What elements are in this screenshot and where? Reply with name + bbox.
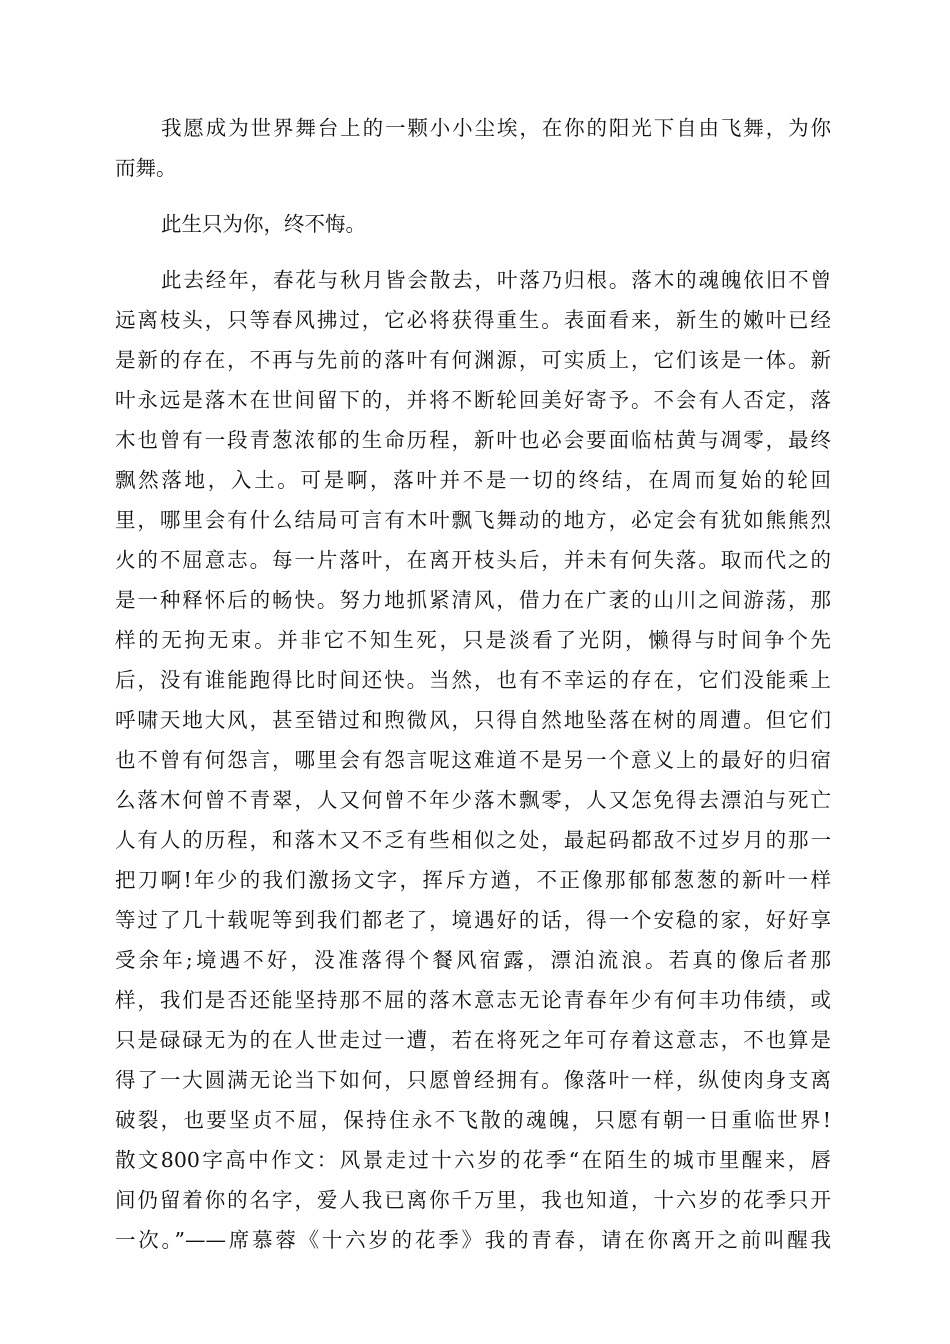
text-line: 我愿成为世界舞台上的一颗小小尘埃，在你的阳光下自由飞舞，为你 — [161, 116, 831, 140]
text-line: 受余年;境遇不好，没准落得个餐风宿露，漂泊流浪。若真的像后者那 — [115, 948, 831, 972]
text-line: 远离枝头，只等春风拂过，它必将获得重生。表面看来，新生的嫩叶已经 — [115, 308, 831, 332]
paragraph-1 — [115, 108, 831, 188]
text-line: 是一种释怀后的畅快。努力地抓紧清风，借力在广袤的山川之间游荡，那 — [115, 588, 831, 612]
text-line: 么落木何曾不青翠，人又何曾不年少落木飘零，人又怎免得去漂泊与死亡 — [115, 788, 831, 812]
text-line: 飘然落地，入土。可是啊，落叶并不是一切的终结，在周而复始的轮回 — [115, 468, 831, 492]
text-line: 散文800字高中作文：风景走过十六岁的花季“在陌生的城市里醒来，唇 — [115, 1148, 831, 1172]
text-line: 里，哪里会有什么结局可言有木叶飘飞舞动的地方，必定会有犹如熊熊烈 — [115, 508, 831, 532]
text-line: 后，没有谁能跑得比时间还快。当然，也有不幸运的存在，它们没能乘上 — [115, 668, 831, 692]
text-line: 间仍留着你的名字，爱人我已离你千万里，我也知道，十六岁的花季只开 — [115, 1188, 831, 1212]
text-line: 木也曾有一段青葱浓郁的生命历程，新叶也必会要面临枯黄与凋零，最终 — [115, 428, 831, 452]
text-line: 呼啸天地大风，甚至错过和煦微风，只得自然地坠落在树的周遭。但它们 — [115, 708, 831, 732]
text-line: 样，我们是否还能坚持那不屈的落木意志无论青春年少有何丰功伟绩，或 — [115, 988, 831, 1012]
text-line: 此去经年，春花与秋月皆会散去，叶落乃归根。落木的魂魄依旧不曾 — [161, 268, 831, 292]
text-line: 得了一大圆满无论当下如何，只愿曾经拥有。像落叶一样，纵使肉身支离 — [115, 1068, 831, 1092]
text-line: 叶永远是落木在世间留下的，并将不断轮回美好寄予。不会有人否定，落 — [115, 388, 831, 412]
text-line: 而舞。 — [115, 156, 177, 180]
text-line: 是新的存在，不再与先前的落叶有何渊源，可实质上，它们该是一体。新 — [115, 348, 831, 372]
text-line: 样的无拘无束。并非它不知生死，只是淡看了光阴，懒得与时间争个先 — [115, 628, 831, 652]
text-line: 等过了几十载呢等到我们都老了，境遇好的话，得一个安稳的家，好好享 — [115, 908, 831, 932]
text-line: 也不曾有何怨言，哪里会有怨言呢这难道不是另一个意义上的最好的归宿 — [115, 748, 831, 772]
text-line: 只是碌碌无为的在人世走过一遭，若在将死之年可存着这意志，不也算是 — [115, 1028, 831, 1052]
text-line: 火的不屈意志。每一片落叶，在离开枝头后，并未有何失落。取而代之的 — [115, 548, 831, 572]
text-line: 一次。”——席慕蓉《十六岁的花季》我的青春，请在你离开之前叫醒我 — [115, 1228, 831, 1252]
text-line: 人有人的历程，和落木又不乏有些相似之处，最起码都敌不过岁月的那一 — [115, 828, 831, 852]
text-line: 此生只为你，终不悔。 — [161, 212, 366, 236]
text-line: 把刀啊!年少的我们激扬文字，挥斥方遒，不正像那郁郁葱葱的新叶一样 — [115, 868, 831, 892]
document-body — [115, 108, 831, 1260]
paragraph-3 — [115, 260, 831, 1260]
text-line: 破裂，也要坚贞不屈，保持住永不飞散的魂魄，只愿有朝一日重临世界! — [115, 1108, 831, 1132]
paragraph-2 — [115, 204, 831, 244]
